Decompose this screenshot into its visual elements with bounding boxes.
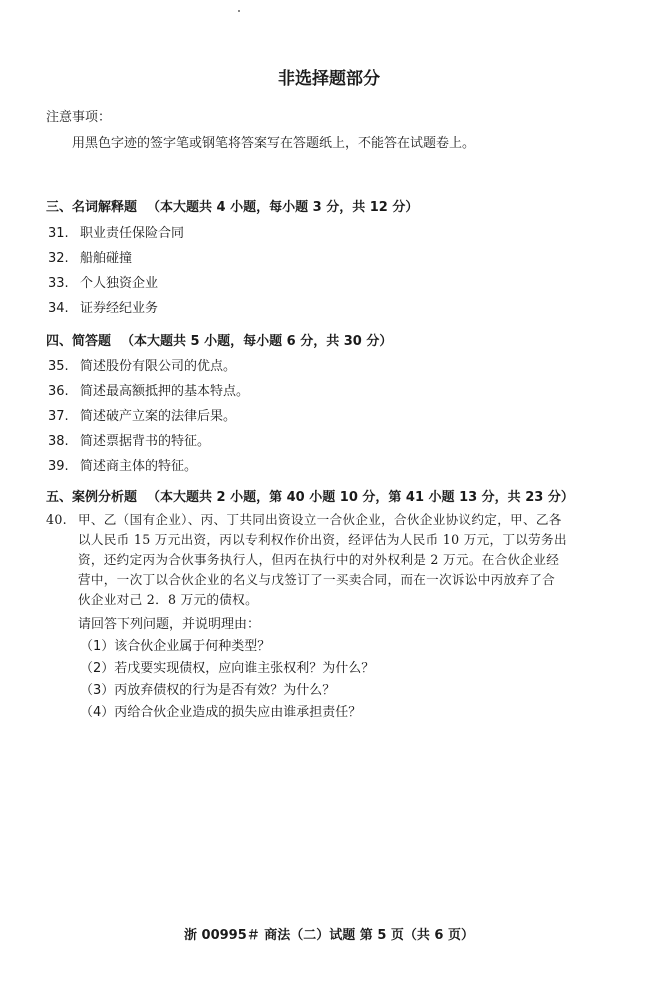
- section-title: 五、案例分析题: [46, 490, 138, 505]
- question-text: 简述最高额抵押的基本特点。: [80, 384, 250, 399]
- question-text: 简述破产立案的法律后果。: [80, 409, 237, 424]
- question-number: 38.: [48, 434, 69, 449]
- case-line: 营中，一次丁以合伙企业的名义与戊签订了一买卖合同，而在一次诉讼中丙放弃了合: [78, 572, 556, 587]
- question-item: [48, 380, 249, 399]
- question-text: 简述商主体的特征。: [80, 459, 198, 474]
- question-item: [48, 430, 210, 449]
- notice-text: 用黑色字迹的签字笔或钢笔将答案写在答题纸上，不能答在试题卷上。: [72, 136, 476, 151]
- sub-question: （3）丙放弃债权的行为是否有效？为什么？: [80, 683, 336, 698]
- question-item: [48, 247, 132, 266]
- question-number: 40.: [46, 512, 67, 527]
- question-item: [48, 297, 158, 316]
- section-heading-3: [46, 196, 418, 215]
- question-number: 33.: [48, 276, 69, 291]
- question-text: 证券经纪业务: [80, 301, 159, 316]
- notice-heading: 注意事项：: [46, 110, 112, 125]
- question-text: 船舶碰撞: [80, 251, 133, 266]
- sub-question: （1）该合伙企业属于何种类型？: [80, 639, 271, 654]
- question-number: 34.: [48, 301, 69, 316]
- page-title: 非选择题部分: [278, 69, 380, 89]
- question-number: 36.: [48, 384, 69, 399]
- question-number: 37.: [48, 409, 69, 424]
- case-prompt: 请回答下列问题，并说明理由：: [78, 617, 261, 632]
- case-text: [78, 510, 638, 610]
- case-line: 以人民币 15 万元出资，丙以专利权作价出资，经评估为人民币 10 万元，丁以劳务出: [78, 532, 567, 547]
- scan-speck: [238, 10, 240, 12]
- sub-question: （4）丙给合伙企业造成的损失应由谁承担责任？: [80, 705, 362, 720]
- case-line: 伙企业对己 2．8 万元的债权。: [78, 592, 258, 607]
- question-item: [48, 405, 236, 424]
- question-text: 职业责任保险合同: [80, 226, 185, 241]
- question-number: 32.: [48, 251, 69, 266]
- question-text: 简述票据背书的特征。: [80, 434, 211, 449]
- question-text: 个人独资企业: [80, 276, 159, 291]
- question-text: 简述股份有限公司的优点。: [80, 359, 237, 374]
- question-item: [48, 272, 158, 291]
- section-desc: （本大题共 2 小题，第 40 小题 10 分，第 41 小题 13 分，共 23 分）: [147, 490, 574, 505]
- section-desc: （本大题共 5 小题，每小题 6 分，共 30 分）: [121, 334, 393, 349]
- section-heading-5: [46, 486, 574, 505]
- section-desc: （本大题共 4 小题，每小题 3 分，共 12 分）: [147, 200, 419, 215]
- section-title: 四、简答题: [46, 334, 112, 349]
- case-line: 甲、乙（国有企业）、丙、丁共同出资设立一合伙企业，合伙企业协议约定，甲、乙各: [78, 512, 562, 527]
- case-line: 资，还约定丙为合伙事务执行人，但丙在执行中的对外权利是 2 万元。在合伙企业经: [78, 552, 560, 567]
- question-item: [48, 222, 184, 241]
- section-heading-4: [46, 330, 392, 349]
- question-number: 35.: [48, 359, 69, 374]
- section-title: 三、名词解释题: [46, 200, 138, 215]
- question-number: 39.: [48, 459, 69, 474]
- question-item: [48, 355, 236, 374]
- page-footer: 浙 00995＃ 商法（二）试题 第 5 页（共 6 页）: [184, 928, 474, 943]
- question-item: [48, 455, 197, 474]
- question-number: 31.: [48, 226, 69, 241]
- sub-question: （2）若戊要实现债权，应向谁主张权利？为什么？: [80, 661, 375, 676]
